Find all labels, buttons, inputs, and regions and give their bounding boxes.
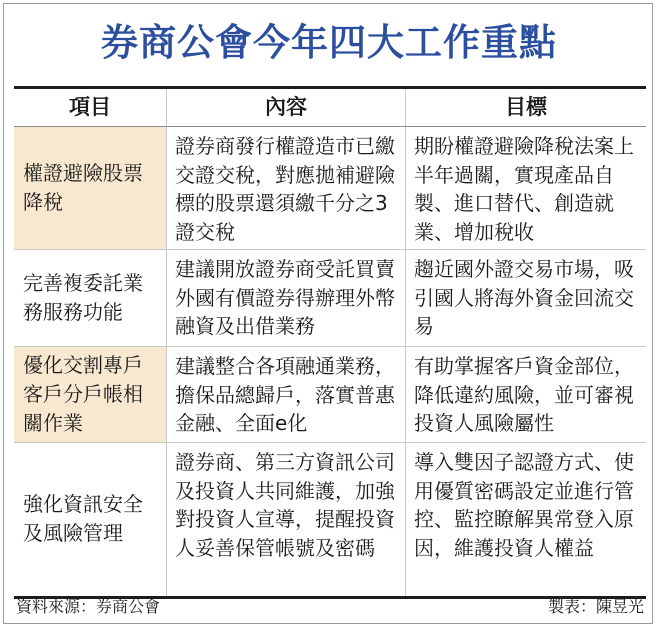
table-row — [14, 127, 646, 250]
header-content: 內容 — [166, 89, 406, 126]
work-priorities-table — [14, 86, 646, 599]
table-header-row — [14, 89, 646, 127]
credit-note: 製表：陳昱光 — [547, 597, 644, 616]
page-title: 券商公會今年四大工作重點 — [101, 21, 557, 64]
content-cell: 建議整合各項融通業務，擔保品總歸戶，落實普惠金融、全面e化 — [166, 347, 406, 442]
item-text: 完善複委託業務服務功能 — [23, 270, 143, 324]
goal-cell: 趨近國外證交易市場，吸引國人將海外資金回流交易 — [414, 257, 634, 339]
infographic-card — [3, 3, 653, 624]
goal-cell: 有助掌握客戶資金部位，降低違約風險，並可審視投資人風險屬性 — [414, 354, 634, 436]
item-text: 權證避險股票降稅 — [23, 160, 143, 214]
header-item: 項目 — [14, 89, 166, 126]
item-text: 優化交割專戶客戶分戶帳相關作業 — [23, 352, 143, 435]
table-row — [14, 443, 646, 596]
goal-cell: 期盼權證避險降稅法案上半年過關，實現產品自製、進口替代、創造就業、增加稅收 — [414, 134, 634, 244]
content-cell: 證券商、第三方資訊公司及投資人共同維護，加強對投資人宣導，提醒投資人妥善保管帳號及密碼 — [166, 443, 406, 596]
item-text: 強化資訊安全及風險管理 — [23, 492, 143, 545]
source-note: 資料來源：券商公會 — [16, 597, 161, 616]
table-row — [14, 347, 646, 443]
footer — [14, 594, 646, 620]
content-cell: 證券商發行權證造市已繳交證交稅，對應拋補避險標的股票還須繳千分之3證交稅 — [166, 127, 406, 249]
item-cell — [14, 443, 166, 596]
table-row — [14, 250, 646, 347]
item-cell — [14, 347, 166, 442]
header-goal: 目標 — [406, 89, 646, 126]
content-cell: 建議開放證券商受託買賣外國有價證券得辦理外幣融資及出借業務 — [166, 250, 406, 346]
item-cell — [14, 127, 166, 249]
goal-cell: 導入雙因子認證方式、使用優質密碼設定並進行管控、監控瞭解異常登入原因，維護投資人權益 — [414, 450, 634, 560]
item-cell — [14, 250, 166, 346]
